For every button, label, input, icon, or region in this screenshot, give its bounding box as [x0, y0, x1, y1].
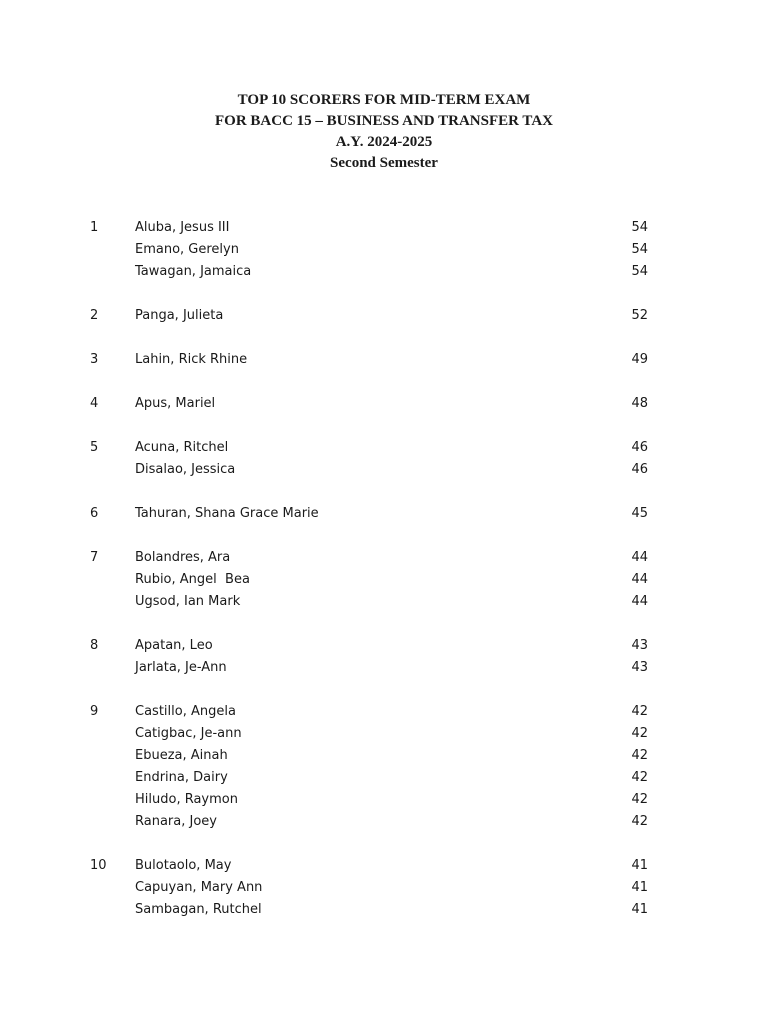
scorer-row	[0, 855, 768, 877]
rank-number: 7	[90, 550, 99, 565]
scorer-row	[0, 767, 768, 789]
student-name: Tahuran, Shana Grace Marie	[135, 506, 319, 521]
scorer-list	[0, 217, 768, 943]
scorer-row	[0, 657, 768, 679]
rank-group	[0, 503, 768, 525]
score-value: 41	[631, 902, 648, 917]
student-name: Disalao, Jessica	[135, 462, 236, 477]
student-name: Castillo, Angela	[135, 704, 236, 719]
score-value: 43	[631, 638, 648, 653]
rank-number: 9	[90, 704, 99, 719]
score-value: 45	[631, 506, 648, 521]
rank-number: 5	[90, 440, 99, 455]
rank-group	[0, 437, 768, 481]
rank-group	[0, 855, 768, 921]
scorer-row	[0, 701, 768, 723]
score-value: 44	[631, 572, 648, 587]
student-name: Emano, Gerelyn	[135, 242, 239, 257]
score-value: 52	[631, 308, 648, 323]
rank-number: 6	[90, 506, 99, 521]
scorer-row	[0, 811, 768, 833]
score-value: 42	[631, 770, 648, 785]
student-name: Ebueza, Ainah	[135, 748, 228, 763]
rank-number: 4	[90, 396, 99, 411]
scorer-row	[0, 877, 768, 899]
rank-number: 1	[90, 220, 99, 235]
score-value: 42	[631, 748, 648, 763]
student-name: Rubio, Angel Bea	[135, 572, 250, 587]
rank-number: 8	[90, 638, 99, 653]
scorer-row	[0, 591, 768, 613]
rank-group	[0, 217, 768, 283]
rank-number: 10	[90, 858, 107, 873]
score-value: 44	[631, 550, 648, 565]
rank-group	[0, 393, 768, 415]
student-name: Tawagan, Jamaica	[135, 264, 252, 279]
scorer-row	[0, 547, 768, 569]
scorer-row	[0, 789, 768, 811]
scorer-row	[0, 503, 768, 525]
score-value: 48	[631, 396, 648, 411]
score-value: 43	[631, 660, 648, 675]
student-name: Sambagan, Rutchel	[135, 902, 262, 917]
rank-number: 2	[90, 308, 99, 323]
rank-number: 3	[90, 352, 99, 367]
scorer-row	[0, 305, 768, 327]
score-value: 42	[631, 792, 648, 807]
scorer-row	[0, 217, 768, 239]
subject-line: FOR BACC 15 – BUSINESS AND TRANSFER TAX	[215, 113, 553, 129]
scorer-row	[0, 437, 768, 459]
score-value: 46	[631, 440, 648, 455]
student-name: Catigbac, Je-ann	[135, 726, 242, 741]
student-name: Ranara, Joey	[135, 814, 217, 829]
student-name: Apatan, Leo	[135, 638, 213, 653]
academic-year-line: A.Y. 2024-2025	[335, 134, 433, 150]
scorer-row	[0, 899, 768, 921]
rank-group	[0, 305, 768, 327]
scorer-row	[0, 349, 768, 371]
student-name: Jarlata, Je-Ann	[135, 660, 227, 675]
semester-line: Second Semester	[330, 155, 438, 171]
score-value: 42	[631, 704, 648, 719]
score-value: 54	[631, 264, 648, 279]
student-name: Acuna, Ritchel	[135, 440, 229, 455]
student-name: Endrina, Dairy	[135, 770, 228, 785]
score-value: 49	[631, 352, 648, 367]
student-name: Hiludo, Raymon	[135, 792, 238, 807]
scorer-row	[0, 569, 768, 591]
score-value: 54	[631, 220, 648, 235]
scorer-row	[0, 459, 768, 481]
score-value: 44	[631, 594, 648, 609]
score-value: 41	[631, 858, 648, 873]
rank-group	[0, 349, 768, 371]
title-line: TOP 10 SCORERS FOR MID-TERM EXAM	[237, 92, 531, 108]
score-value: 42	[631, 726, 648, 741]
student-name: Capuyan, Mary Ann	[135, 880, 263, 895]
student-name: Lahin, Rick Rhine	[135, 352, 248, 367]
student-name: Aluba, Jesus III	[135, 220, 230, 235]
student-name: Ugsod, Ian Mark	[135, 594, 241, 609]
scorer-row	[0, 261, 768, 283]
student-name: Panga, Julieta	[135, 308, 224, 323]
student-name: Bolandres, Ara	[135, 550, 231, 565]
score-value: 54	[631, 242, 648, 257]
scorer-row	[0, 393, 768, 415]
score-value: 46	[631, 462, 648, 477]
scorer-row	[0, 239, 768, 261]
rank-group	[0, 701, 768, 833]
score-value: 42	[631, 814, 648, 829]
score-value: 41	[631, 880, 648, 895]
scorer-row	[0, 745, 768, 767]
rank-group	[0, 635, 768, 679]
rank-group	[0, 547, 768, 613]
scorer-row	[0, 635, 768, 657]
student-name: Bulotaolo, May	[135, 858, 232, 873]
student-name: Apus, Mariel	[135, 396, 216, 411]
scorer-row	[0, 723, 768, 745]
document-header	[0, 90, 768, 174]
